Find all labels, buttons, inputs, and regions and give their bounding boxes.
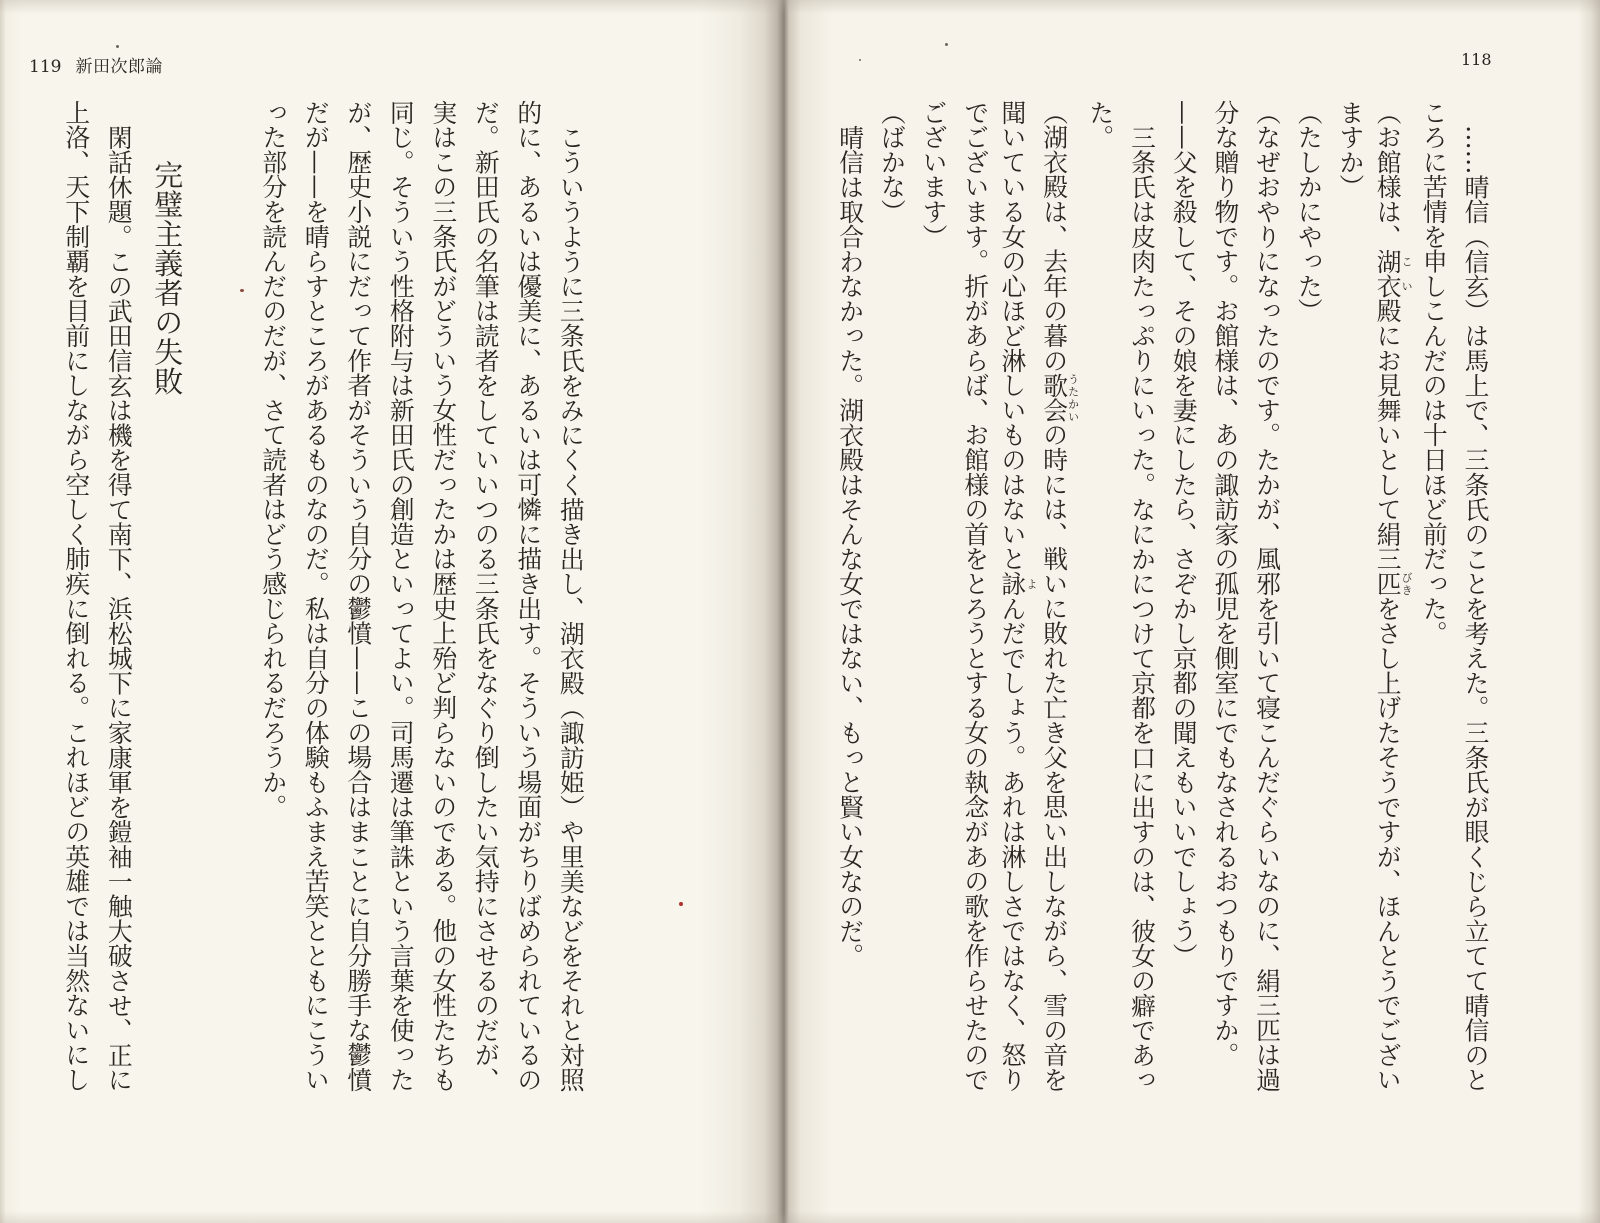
text-run: （湖衣殿は、去年の暮の <box>1039 100 1069 373</box>
page-number: 118 <box>1461 50 1492 69</box>
ruby-base: 湖衣 <box>1373 248 1403 299</box>
text-column <box>996 100 1038 1100</box>
scan-speck <box>679 902 683 906</box>
text-run: んだでしょう。あれは淋しさではなく、怒り <box>997 596 1027 1093</box>
scan-speck <box>116 45 119 48</box>
ruby-base: 詠 <box>997 571 1027 597</box>
text-column: 三条氏は皮肉たっぷりにいった。なにかにつけて京都を口に出すのは、彼女の癖であっ <box>1127 124 1157 1092</box>
ruby-annotation <box>997 571 1038 597</box>
ruby-annotation <box>1373 248 1414 299</box>
page-bottom-shadow <box>0 1211 1600 1223</box>
text-column: （ばかな） <box>877 100 907 224</box>
scan-speck <box>945 43 948 46</box>
text-column: 閑話休題。この武田信玄は機を得て南下、浜松城下に家康軍を鎧袖一触大破させ、正に <box>104 124 134 1092</box>
scan-speck <box>240 289 244 292</box>
text-column: 晴信は取合わなかった。湖衣殿はそんな女ではない、もっと賢い女なのだ。 <box>835 124 865 968</box>
text-run: をさし上げたそうですが、ほんとうでござい <box>1373 596 1403 1093</box>
text-column: （たしかにやった） <box>1294 100 1324 324</box>
text-column <box>1037 100 1079 1100</box>
ruby-base: 歌会 <box>1039 372 1069 423</box>
ruby-annotation <box>1373 571 1414 597</box>
text-column: った部分を読んだのだが、さて読者はどう感じられるだろうか。 <box>258 100 288 820</box>
ruby-text: びき <box>1400 571 1414 597</box>
text-column: 上洛、天下制覇を目前にしながら空しく肺疾に倒れる。これほどの英雄では当然ないにし <box>61 100 91 1092</box>
text-column: だが——を晴らすところがあるものなのだ。私は自分の体験もふまえ苦笑とともにこうい <box>301 100 331 1092</box>
text-run: 聞いている女の心ほど淋しいものはないと <box>997 100 1027 572</box>
running-head <box>29 56 163 78</box>
text-column: ——父を殺して、その娘を妻にしたら、さぞかし京都の聞えもいいでしょう） <box>1169 100 1199 968</box>
page-top-shadow <box>0 0 1600 14</box>
text-column: だ。新田氏の名筆は読者をしていいつのる三条氏をなぐり倒したい気持にさせるのだが、 <box>471 100 501 1092</box>
text-column: でございます。折があらば、お館様の首をとろうとする女の執念があの歌を作らせたので <box>960 100 990 1092</box>
ruby-text: うたかい <box>1066 372 1080 423</box>
body-text <box>829 100 1496 1100</box>
text-run: 殿にお見舞いとして絹三 <box>1373 298 1403 572</box>
text-column: こういうように三条氏をみにくく描き出し、湖衣殿（諏訪姫）や里美などをそれと対照 <box>556 124 586 1092</box>
text-column: ……晴信（信玄）は馬上で、三条氏のことを考えた。三条氏が眼くじら立てて晴信のと <box>1461 124 1490 1092</box>
section-heading: 完璧主義者の失敗 <box>150 160 185 396</box>
text-column: （なぜおやりになったのです。たかが、風邪を引いて寝こんだぐらいなのに、絹三匹は過 <box>1252 100 1282 1092</box>
text-column: ころに苦情を申しこんだのは十日ほど前だった。 <box>1419 100 1449 646</box>
ruby-text: こい <box>1400 248 1414 299</box>
body-text <box>54 100 591 1100</box>
page-number: 119 <box>29 57 62 77</box>
text-column: 実はこの三条氏がどういう女性だったかは歴史上殆ど判らないのである。他の女性たちも <box>428 100 458 1092</box>
text-column <box>1371 100 1413 1100</box>
text-column: ございます） <box>919 100 949 249</box>
text-column: が、歴史小説にだって作者がそういう自分の鬱憤——この場合はまことに自分勝手な鬱憤 <box>343 100 373 1092</box>
text-column: た。 <box>1085 100 1115 150</box>
ruby-annotation <box>1039 372 1080 423</box>
text-column: ますか） <box>1335 100 1365 200</box>
text-column: 分な贈り物です。お館様は、あの諏訪家の孤児を側室にでもなされるおつもりですか。 <box>1210 100 1240 1068</box>
text-column: 同じ。そういう性格附与は新田氏の創造といってよい。司馬遷は筆誅という言葉を使った <box>386 100 416 1092</box>
ruby-base: 匹 <box>1373 571 1403 597</box>
running-title: 新田次郎論 <box>75 57 163 77</box>
ruby-text: よ <box>1024 571 1038 597</box>
text-run: の時には、戦いに敗れた亡き父を思い出しながら、雪の音を <box>1039 422 1069 1093</box>
text-run: （お館様は、 <box>1373 100 1403 249</box>
text-column: 的に、あるいは優美に、あるいは可憐に描き出す。そういう場面がちりばめられているの <box>513 100 543 1092</box>
scan-speck <box>859 59 861 61</box>
